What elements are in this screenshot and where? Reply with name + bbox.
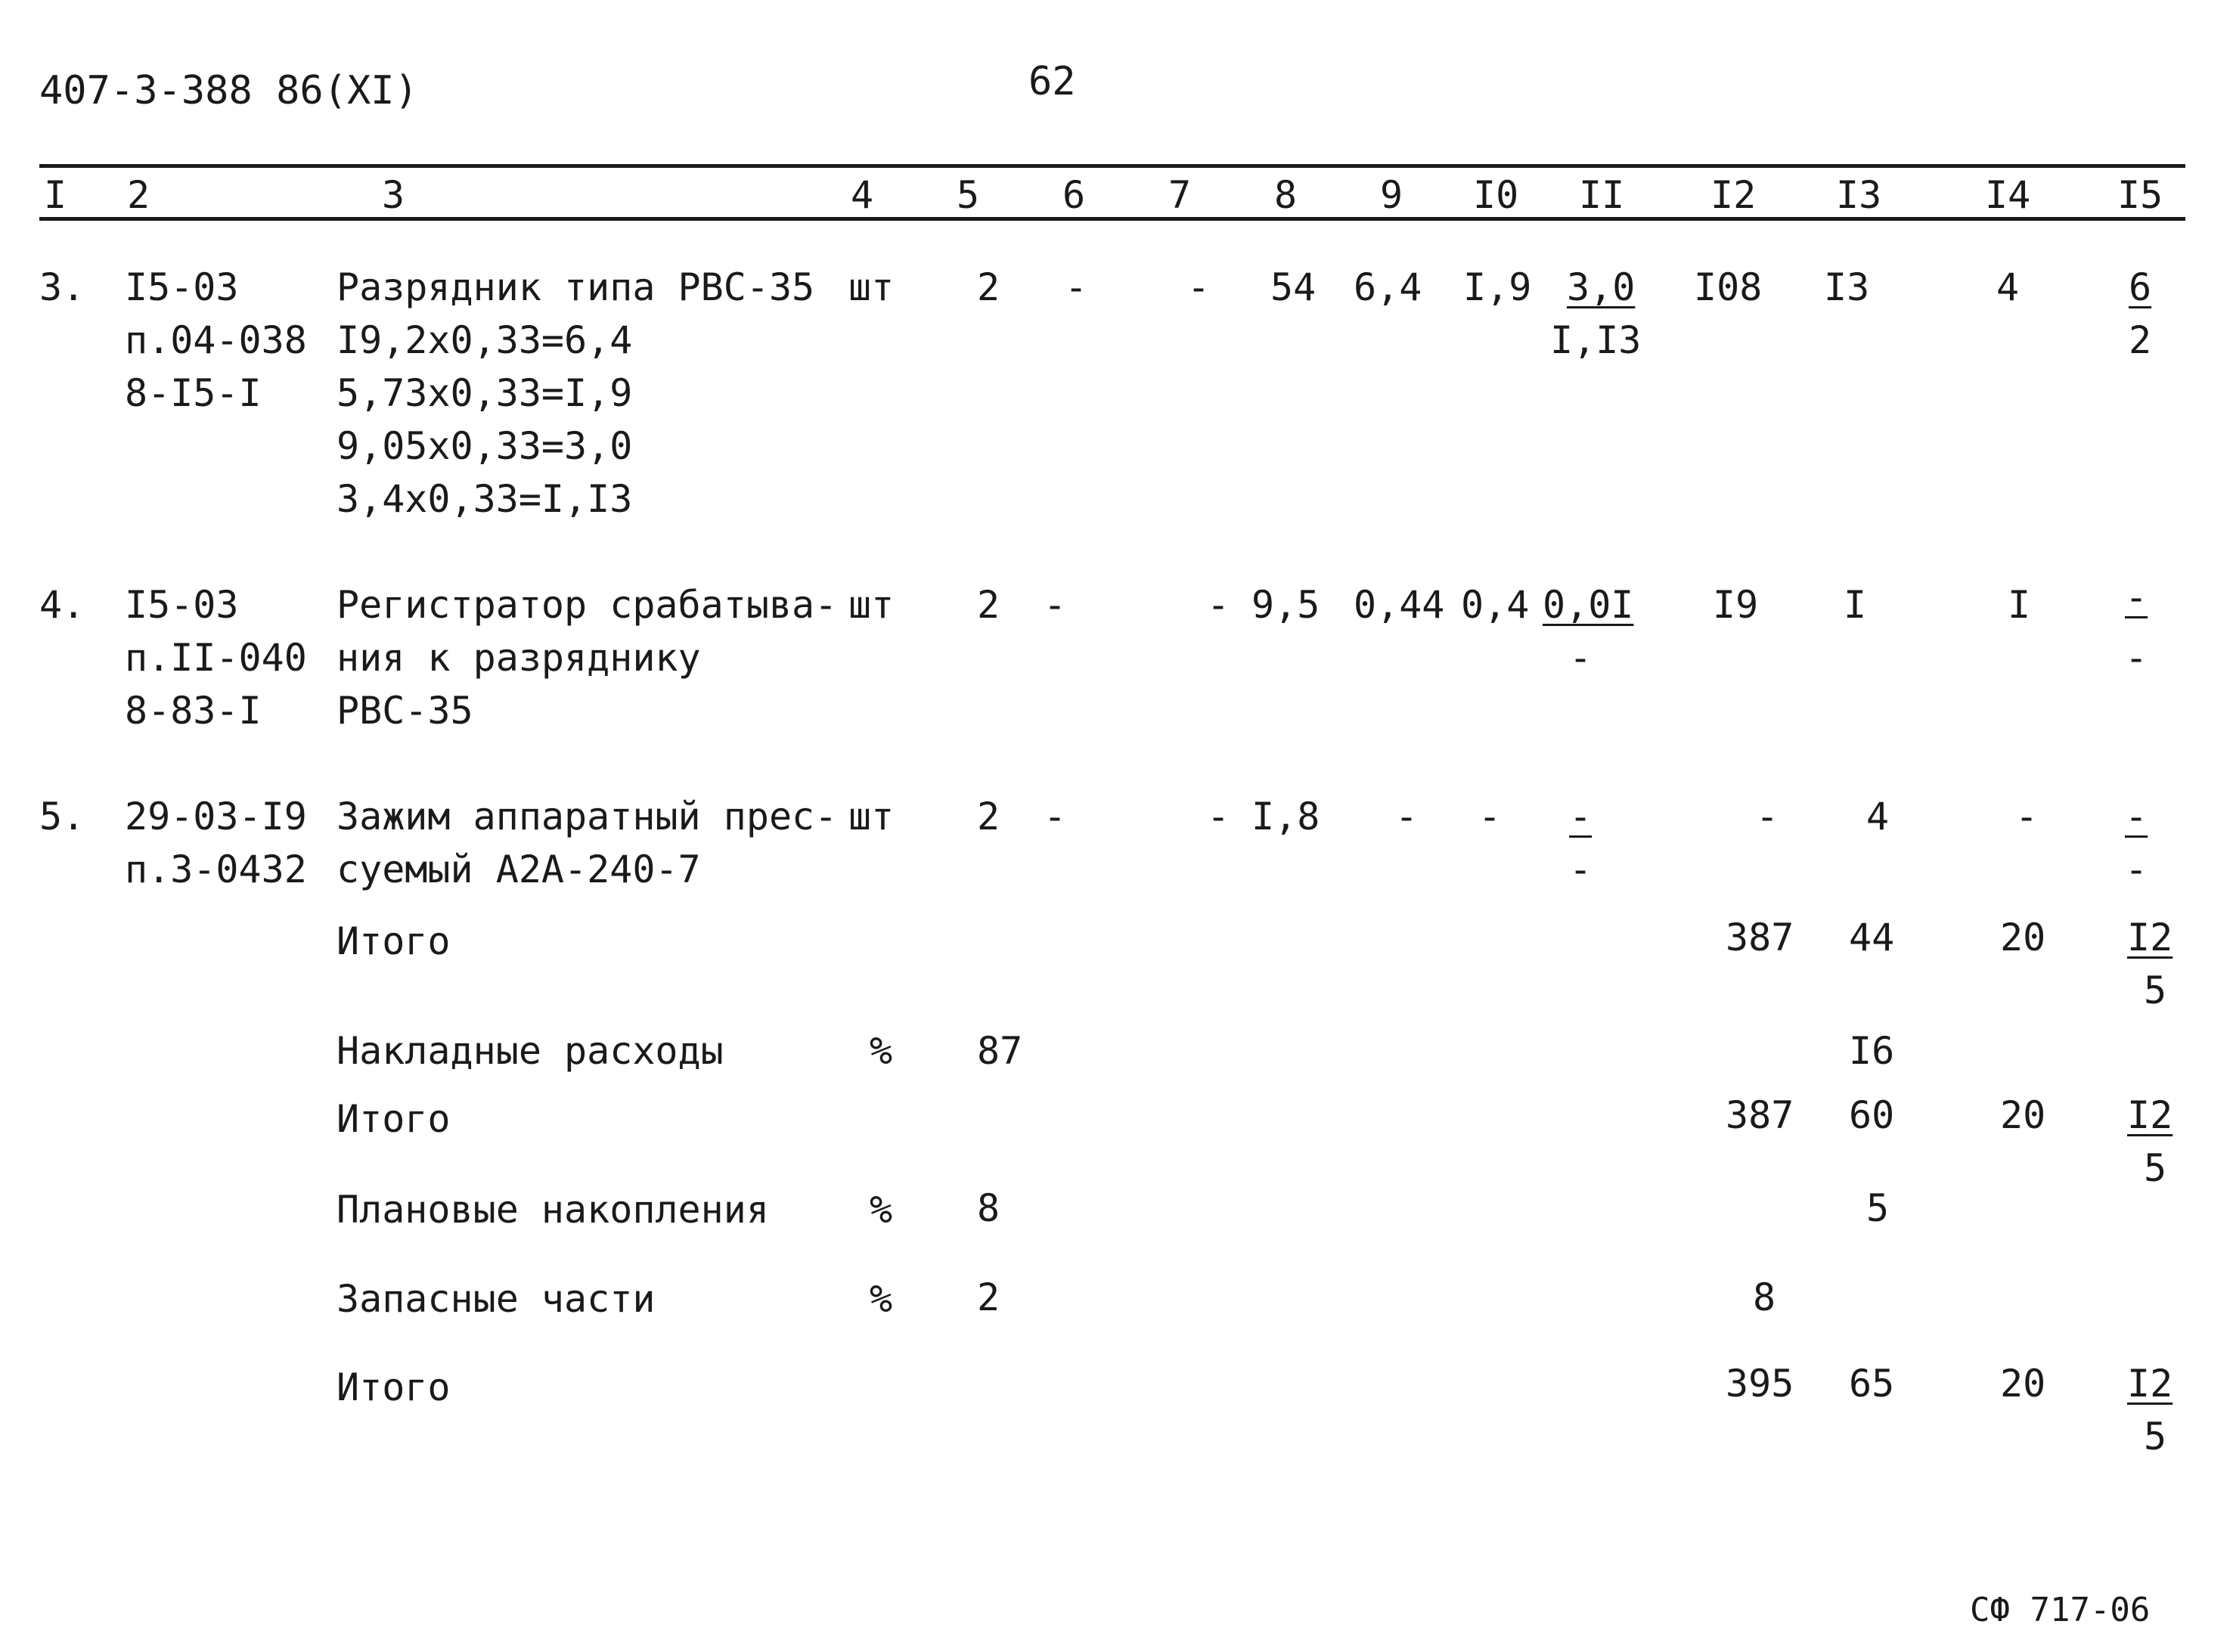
row-number: 4. bbox=[39, 583, 85, 627]
cell-c5: 87 bbox=[977, 1029, 1023, 1073]
cell-c12: - bbox=[1756, 795, 1779, 838]
column-header: 3 bbox=[382, 173, 405, 217]
row-code: 8-83-I bbox=[125, 689, 262, 733]
row-code: I5-03 bbox=[125, 583, 239, 627]
cell-c13: 5 bbox=[1866, 1186, 1890, 1230]
cell-c15-top: - bbox=[2125, 575, 2148, 619]
row-unit: шт bbox=[848, 583, 895, 627]
page-number: 62 bbox=[1028, 59, 1076, 104]
cell-c12: 8 bbox=[1753, 1275, 1776, 1319]
cell-c12: 387 bbox=[1726, 916, 1794, 959]
cell-c7: - bbox=[1207, 795, 1230, 838]
summary-unit: % bbox=[870, 1029, 893, 1073]
cell-c15-top: I2 bbox=[2127, 1093, 2173, 1137]
cell-c5: 2 bbox=[977, 265, 1000, 309]
cell-c10: 0,4 bbox=[1461, 583, 1530, 627]
cell-c15-top: 6 bbox=[2129, 265, 2152, 309]
row-name: Зажим аппаратный прес- bbox=[337, 795, 838, 838]
cell-c10: I,9 bbox=[1463, 265, 1532, 309]
row-code: 8-I5-I bbox=[125, 371, 262, 415]
cell-c11-top: - bbox=[1569, 795, 1593, 838]
cell-c12: 387 bbox=[1726, 1093, 1794, 1137]
cell-c15-bottom: 2 bbox=[2129, 318, 2152, 362]
row-code: 29-03-I9 bbox=[125, 795, 307, 838]
column-header: I5 bbox=[2117, 173, 2163, 217]
cell-c7: - bbox=[1207, 583, 1230, 627]
cell-c8: I,8 bbox=[1251, 795, 1320, 838]
row-code: I5-03 bbox=[125, 265, 239, 309]
column-header: I bbox=[44, 173, 67, 217]
cell-c9: 0,44 bbox=[1354, 583, 1445, 627]
cell-c13: I3 bbox=[1824, 265, 1870, 309]
cell-c11-bottom: - bbox=[1569, 848, 1593, 891]
column-header: I3 bbox=[1836, 173, 1882, 217]
cell-c15-bottom: 5 bbox=[2144, 1146, 2167, 1190]
row-number: 3. bbox=[39, 265, 85, 309]
row-name: РВС-35 bbox=[337, 689, 473, 733]
summary-label: Запасные части bbox=[337, 1277, 656, 1321]
cell-c8: 9,5 bbox=[1251, 583, 1320, 627]
row-name: суемый А2А-240-7 bbox=[337, 848, 701, 891]
cell-c5: 8 bbox=[977, 1186, 1000, 1230]
column-header: 7 bbox=[1168, 173, 1192, 217]
cell-c13: 65 bbox=[1849, 1362, 1895, 1406]
summary-unit: % bbox=[870, 1277, 893, 1321]
cell-c11-bottom: - bbox=[1569, 636, 1593, 680]
cell-c10: - bbox=[1478, 795, 1502, 838]
summary-label: Итого bbox=[337, 919, 451, 963]
footer-stamp: СФ 717-06 bbox=[1970, 1591, 2151, 1629]
row-unit: шт bbox=[848, 265, 895, 309]
cell-c14: 20 bbox=[2000, 916, 2046, 959]
column-header: I0 bbox=[1473, 173, 1519, 217]
cell-c12: I9 bbox=[1713, 583, 1759, 627]
summary-unit: % bbox=[870, 1188, 893, 1232]
cell-c14: I bbox=[2008, 583, 2031, 627]
cell-c5: 2 bbox=[977, 1275, 1000, 1319]
cell-c11-bottom: I,I3 bbox=[1550, 318, 1642, 362]
column-header: 4 bbox=[851, 173, 874, 217]
cell-c8: 54 bbox=[1270, 265, 1317, 309]
column-header: I2 bbox=[1710, 173, 1757, 217]
table-top-rule bbox=[39, 164, 2185, 168]
cell-c6: - bbox=[1044, 583, 1067, 627]
cell-c9: - bbox=[1395, 795, 1419, 838]
column-header: 8 bbox=[1274, 173, 1298, 217]
cell-c14: 20 bbox=[2000, 1362, 2046, 1406]
cell-c6: - bbox=[1065, 265, 1088, 309]
cell-c13: I bbox=[1844, 583, 1867, 627]
summary-label: Плановые накопления bbox=[337, 1188, 769, 1232]
cell-c15-bottom: 5 bbox=[2144, 969, 2167, 1012]
cell-c13: 60 bbox=[1849, 1093, 1895, 1137]
cell-c15-top: - bbox=[2125, 795, 2148, 838]
document-code: 407-3-388 86(XI) bbox=[39, 68, 418, 113]
cell-c7: - bbox=[1187, 265, 1211, 309]
cell-c5: 2 bbox=[977, 795, 1000, 838]
cell-c11-top: 3,0 bbox=[1567, 265, 1636, 309]
row-name: 9,05x0,33=3,0 bbox=[337, 424, 633, 468]
row-name: I9,2x0,33=6,4 bbox=[337, 318, 633, 362]
row-name: Регистратор срабатыва- bbox=[337, 583, 838, 627]
row-code: п.II-040 bbox=[125, 636, 307, 680]
column-header: I4 bbox=[1985, 173, 2031, 217]
cell-c13: I6 bbox=[1849, 1029, 1895, 1073]
cell-c13: 44 bbox=[1849, 916, 1895, 959]
row-name: 3,4x0,33=I,I3 bbox=[337, 477, 633, 521]
row-code: п.3-0432 bbox=[125, 848, 307, 891]
column-header: 2 bbox=[127, 173, 150, 217]
cell-c11-top: 0,0I bbox=[1543, 583, 1634, 627]
cell-c13: 4 bbox=[1866, 795, 1890, 838]
cell-c12: I08 bbox=[1694, 265, 1763, 309]
column-header: 6 bbox=[1062, 173, 1086, 217]
cell-c5: 2 bbox=[977, 583, 1000, 627]
cell-c14: 20 bbox=[2000, 1093, 2046, 1137]
row-code: п.04-038 bbox=[125, 318, 307, 362]
cell-c12: 395 bbox=[1726, 1362, 1794, 1406]
column-header: II bbox=[1579, 173, 1625, 217]
cell-c15-bottom: 5 bbox=[2144, 1415, 2167, 1458]
row-name: Разрядник типа РВС-35 bbox=[337, 265, 815, 309]
cell-c15-top: I2 bbox=[2127, 1362, 2173, 1406]
column-header: 5 bbox=[957, 173, 980, 217]
cell-c15-bottom: - bbox=[2125, 848, 2148, 891]
row-unit: шт bbox=[848, 795, 895, 838]
cell-c15-top: I2 bbox=[2127, 916, 2173, 959]
row-name: 5,73x0,33=I,9 bbox=[337, 371, 633, 415]
summary-label: Накладные расходы bbox=[337, 1029, 724, 1073]
cell-c6: - bbox=[1044, 795, 1067, 838]
row-number: 5. bbox=[39, 795, 85, 838]
row-name: ния к разряднику bbox=[337, 636, 701, 680]
summary-label: Итого bbox=[337, 1097, 451, 1141]
cell-c9: 6,4 bbox=[1354, 265, 1422, 309]
summary-label: Итого bbox=[337, 1365, 451, 1409]
cell-c14: 4 bbox=[1996, 265, 2020, 309]
column-header: 9 bbox=[1380, 173, 1403, 217]
cell-c15-bottom: - bbox=[2125, 636, 2148, 680]
cell-c14: - bbox=[2015, 795, 2039, 838]
